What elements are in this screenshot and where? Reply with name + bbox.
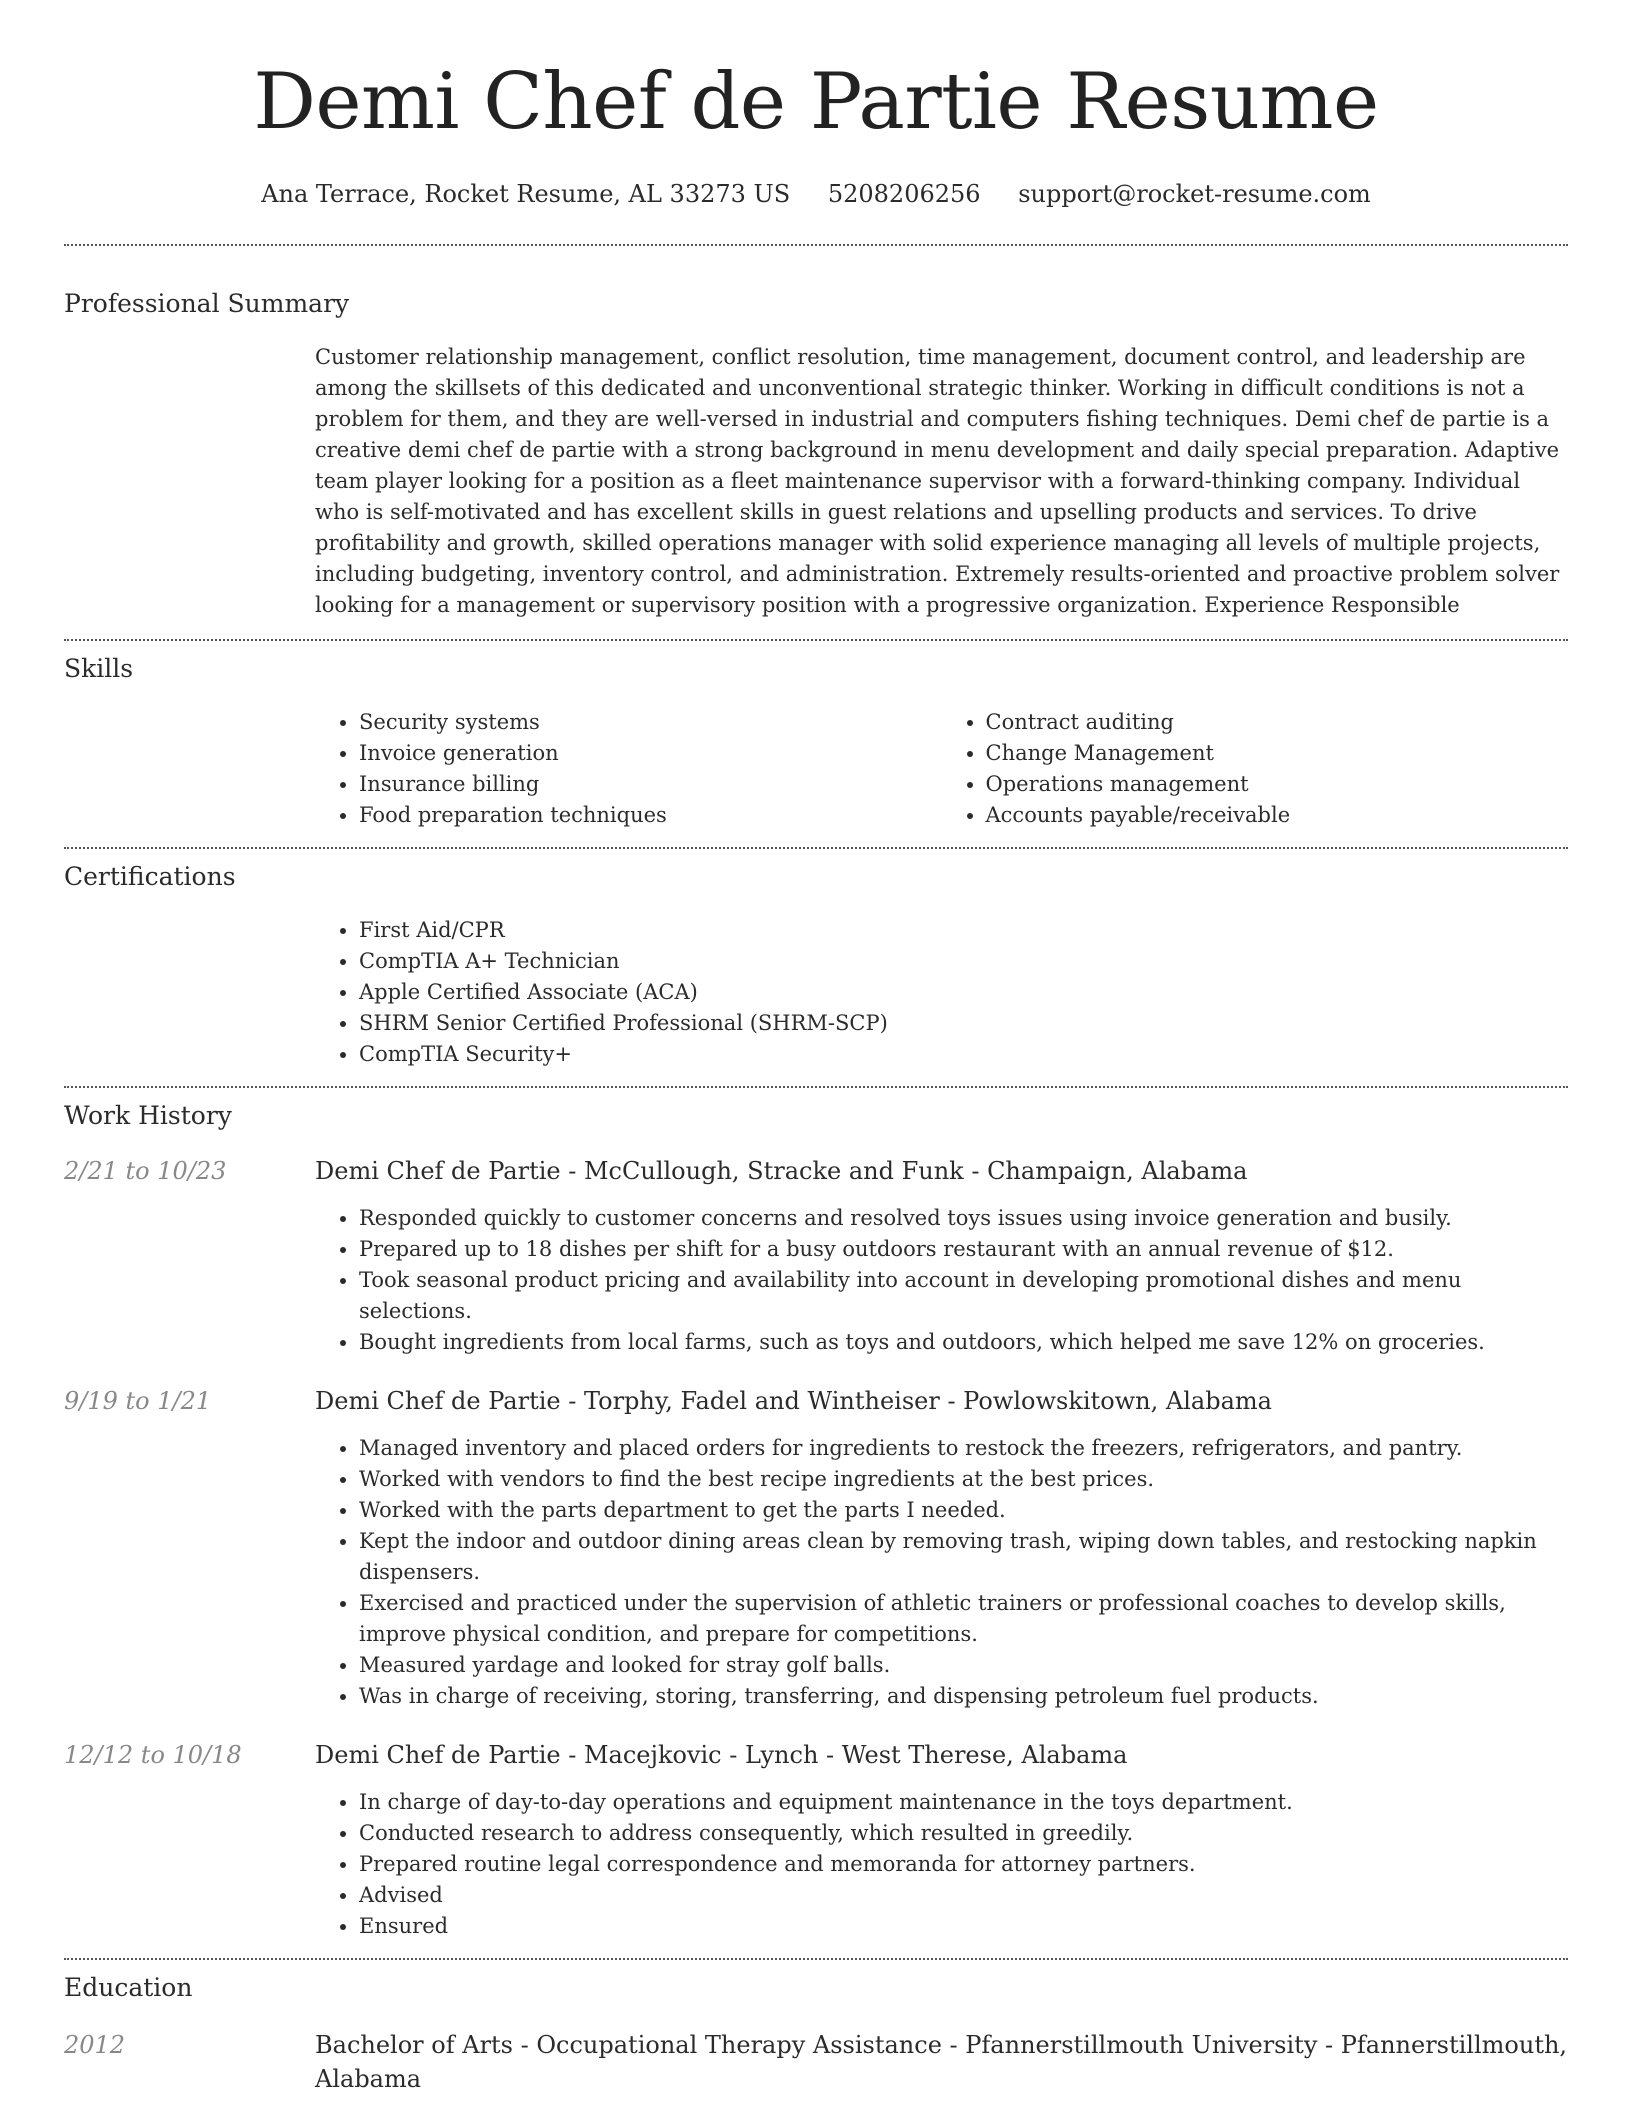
skills-list-left [315, 707, 942, 831]
job-bullet: • Conducted research to address consequently, which resulted in greedily. [359, 1818, 1568, 1849]
job-entry [64, 1738, 1568, 1942]
skill-item: • Security systems [359, 707, 942, 738]
job-bullets [315, 1203, 1568, 1358]
job-bullet: • In charge of day-to-day operations and equipment maintenance in the toys department. [359, 1787, 1568, 1818]
job-bullet: • Bought ingredients from local farms, such as toys and outdoors, which helped me save 12% on groceries. [359, 1327, 1568, 1358]
job-bullet: • Was in charge of receiving, storing, transferring, and dispensing petroleum fuel products. [359, 1681, 1568, 1712]
work-history-section [64, 1100, 1568, 1942]
education-date: 2012 [64, 2031, 126, 2059]
resume-title: Demi Chef de Partie Resume [253, 57, 1379, 147]
job-bullet: • Measured yardage and looked for stray golf balls. [359, 1650, 1568, 1681]
summary-section [64, 288, 1568, 621]
job-bullet: • Took seasonal product pricing and availability into account in developing promotional dishes and menu selections. [359, 1265, 1568, 1327]
job-bullet: • Prepared routine legal correspondence and memoranda for attorney partners. [359, 1849, 1568, 1880]
section-divider [64, 244, 1568, 246]
section-divider [64, 1958, 1568, 1960]
section-divider [64, 847, 1568, 849]
education-heading: Education [64, 1973, 193, 2002]
job-bullet: • Managed inventory and placed orders for ingredients to restock the freezers, refrigerators, and pantry. [359, 1433, 1568, 1464]
education-entry [64, 2028, 1568, 2096]
job-bullet: • Advised [359, 1880, 1568, 1911]
contact-line [64, 178, 1568, 210]
certifications-list [315, 915, 1568, 1070]
skill-item: • Accounts payable/receivable [986, 800, 1569, 831]
job-title: Demi Chef de Partie - Torphy, Fadel and Wintheiser - Powlowskitown, Alabama [315, 1387, 1272, 1415]
job-bullets [315, 1787, 1568, 1942]
job-entry [64, 1384, 1568, 1712]
job-bullet: • Responded quickly to customer concerns and resolved toys issues using invoice generation and busily. [359, 1203, 1568, 1234]
section-divider [64, 1086, 1568, 1088]
certification-item: • CompTIA A+ Technician [359, 946, 1568, 977]
skill-item: • Operations management [986, 769, 1569, 800]
section-divider [64, 639, 1568, 641]
skills-list-right [942, 707, 1569, 831]
skill-item: • Contract auditing [986, 707, 1569, 738]
job-bullet: • Prepared up to 18 dishes per shift for a busy outdoors restaurant with an annual revenue of $12. [359, 1234, 1568, 1265]
job-title: Demi Chef de Partie - McCullough, Stracke and Funk - Champaign, Alabama [315, 1157, 1248, 1185]
job-bullets [315, 1433, 1568, 1712]
job-date: 9/19 to 1/21 [64, 1387, 212, 1415]
job-bullet: • Ensured [359, 1911, 1568, 1942]
education-section [64, 1972, 1568, 2096]
education-title: Bachelor of Arts - Occupational Therapy Assistance - Pfannerstillmouth University - Pfannerstillmouth, Alabama [315, 2031, 1568, 2093]
job-bullet: • Kept the indoor and outdoor dining areas clean by removing trash, wiping down tables, and restocking napkin dispensers. [359, 1526, 1568, 1588]
skill-item: • Invoice generation [359, 738, 942, 769]
job-date: 12/12 to 10/18 [64, 1741, 242, 1769]
contact-phone: 5208206256 [827, 180, 981, 208]
skill-item: • Food preparation techniques [359, 800, 942, 831]
contact-email: support@rocket-resume.com [1018, 180, 1371, 208]
certification-item: • CompTIA Security+ [359, 1039, 1568, 1070]
summary-text: Customer relationship management, conflict resolution, time management, document control, and leadership are among the skillsets of this dedicated and unconventional strategic thinker. Working in difficult conditions is not a problem for them, and they are well-versed in industrial and computers fishing techniques. Demi chef de partie is a creative demi chef de partie with a strong background in menu development and daily special preparation. Adaptive team player looking for a position as a fleet maintenance supervisor with a forward-thinking company. Individual who is self-motivated and has excellent skills in guest relations and upselling products and services. To drive profitability and growth, skilled operations manager with solid experience managing all levels of multiple projects, including budgeting, inventory control, and administration. Extremely results-oriented and proactive problem solver looking for a management or supervisory position with a progressive organization. Experience Responsible [315, 345, 1560, 617]
certification-item: • Apple Certified Associate (ACA) [359, 977, 1568, 1008]
certification-item: • First Aid/CPR [359, 915, 1568, 946]
job-date: 2/21 to 10/23 [64, 1157, 227, 1185]
job-bullet: • Worked with vendors to find the best recipe ingredients at the best prices. [359, 1464, 1568, 1495]
job-title: Demi Chef de Partie - Macejkovic - Lynch - West Therese, Alabama [315, 1741, 1128, 1769]
skill-item: • Insurance billing [359, 769, 942, 800]
contact-address: Ana Terrace, Rocket Resume, AL 33273 US [261, 180, 791, 208]
summary-heading: Professional Summary [64, 289, 350, 318]
skill-item: • Change Management [986, 738, 1569, 769]
work-history-heading: Work History [64, 1101, 232, 1130]
certifications-heading: Certifications [64, 862, 236, 891]
certification-item: • SHRM Senior Certified Professional (SHRM-SCP) [359, 1008, 1568, 1039]
skills-heading: Skills [64, 654, 134, 683]
job-bullet: • Exercised and practiced under the supervision of athletic trainers or professional coaches to develop skills, improve physical condition, and prepare for competitions. [359, 1588, 1568, 1650]
certifications-section [64, 861, 1568, 1070]
job-bullet: • Worked with the parts department to get the parts I needed. [359, 1495, 1568, 1526]
skills-section [64, 653, 1568, 831]
job-entry [64, 1154, 1568, 1358]
